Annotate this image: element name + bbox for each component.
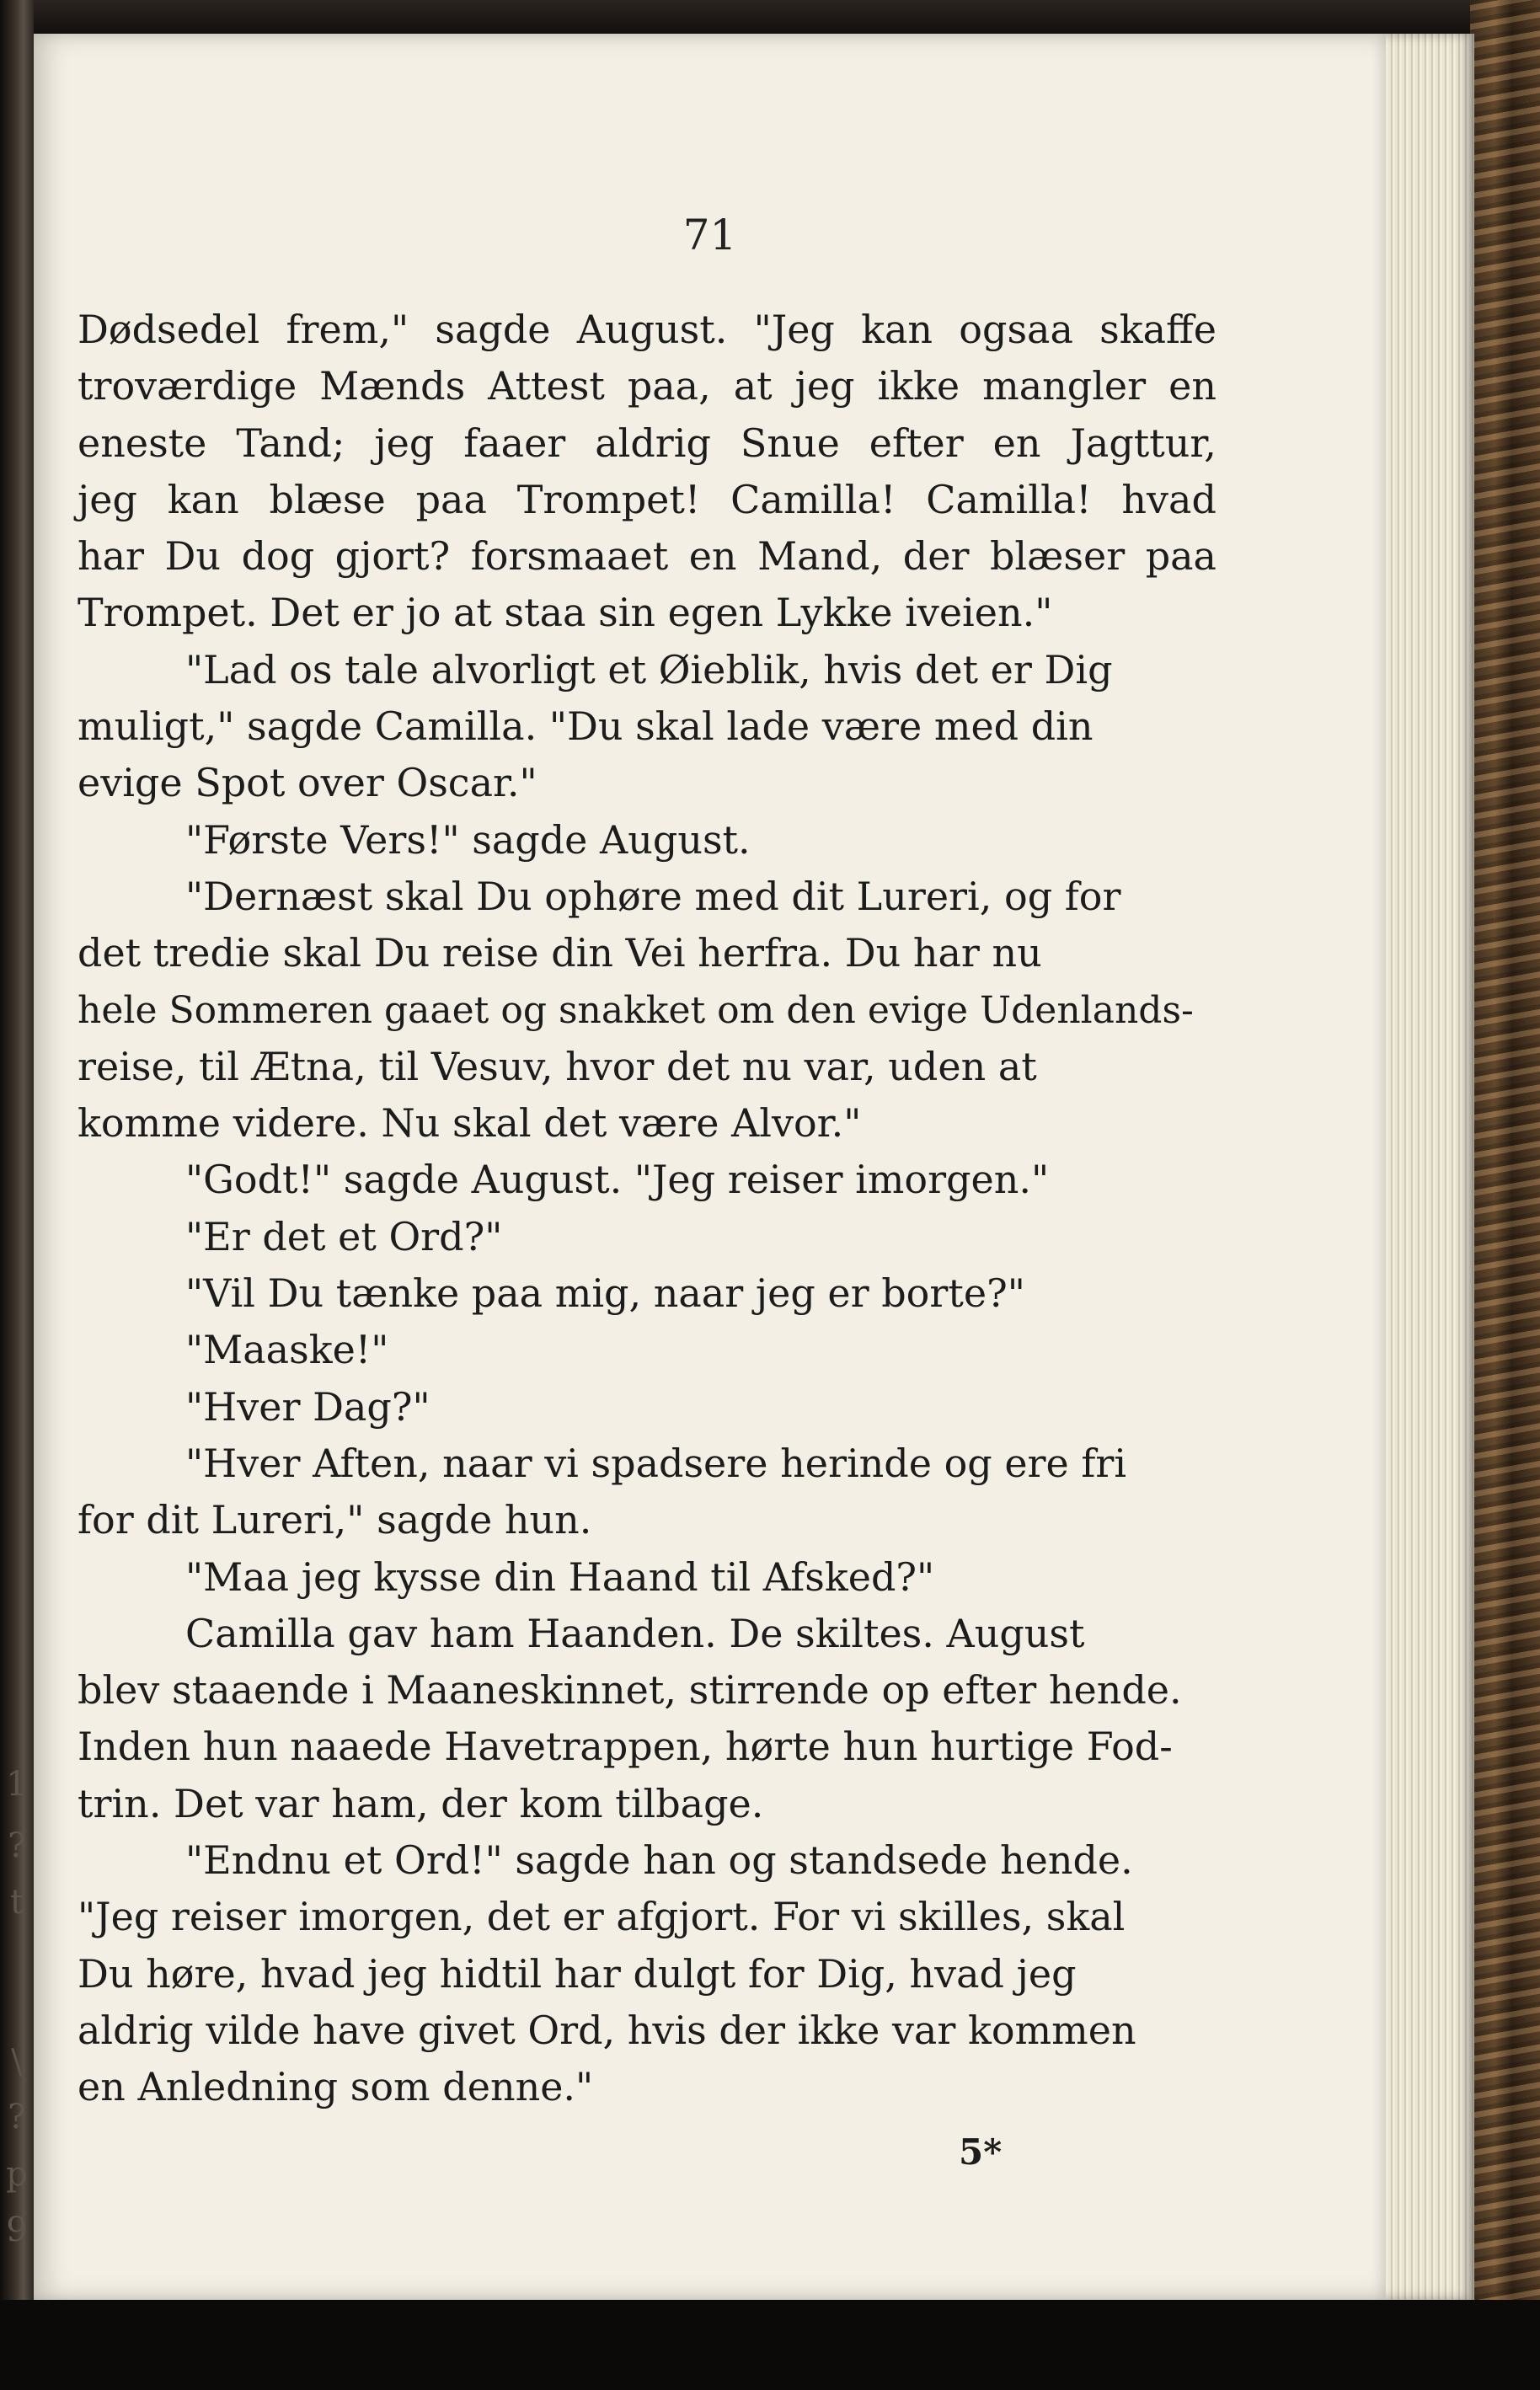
marbled-cover bbox=[1470, 0, 1540, 2390]
text-line: en Anledning som denne." bbox=[78, 2064, 594, 2110]
text-line: komme videre. Nu skal det være Alvor." bbox=[78, 1100, 862, 1147]
word: der bbox=[902, 533, 970, 580]
word: jeg bbox=[374, 420, 435, 466]
word: Dødsedel bbox=[78, 307, 260, 352]
word: jeg bbox=[78, 476, 137, 522]
word: jeg bbox=[794, 363, 855, 409]
text-line: Trompet. Det er jo at staa sin egen Lykke iveien." bbox=[78, 590, 1053, 636]
word: Mand, bbox=[757, 533, 883, 580]
word: en bbox=[992, 420, 1041, 466]
word: Attest bbox=[488, 363, 605, 409]
word: Trompet! bbox=[516, 476, 701, 522]
text-line: "Maaske!" bbox=[185, 1327, 389, 1373]
word: kan bbox=[861, 307, 933, 352]
text-line: "Lad os tale alvorligt et Øieblik, hvis det er Dig bbox=[185, 646, 1113, 692]
word: sagde bbox=[435, 307, 551, 352]
text-line: for dit Lureri," sagde hun. bbox=[78, 1497, 592, 1543]
text-line: "Vil Du tænke paa mig, naar jeg er borte?" bbox=[185, 1270, 1025, 1317]
book-page bbox=[34, 34, 1386, 2300]
text-line: evige Spot over Oscar." bbox=[78, 760, 537, 806]
book-spine bbox=[0, 0, 34, 2390]
word: at bbox=[733, 363, 773, 409]
word: mangler bbox=[982, 363, 1147, 409]
word: skaffe bbox=[1099, 307, 1216, 352]
text-line: "Godt!" sagde August. "Jeg reiser imorgen." bbox=[185, 1157, 1050, 1203]
text-line: "Endnu et Ord!" sagde han og standsede hende. bbox=[185, 1837, 1133, 1884]
text-line: "Maa jeg kysse din Haand til Afsked?" bbox=[185, 1553, 935, 1600]
page-number: 71 bbox=[682, 211, 737, 259]
text-line: hele Sommeren gaaet og snakket om den evige Udenlands- bbox=[78, 988, 1194, 1032]
word: har bbox=[78, 533, 145, 580]
text-line: "Jeg reiser imorgen, det er afgjort. For vi skilles, skal bbox=[78, 1894, 1126, 1940]
bleed-char: 1 bbox=[6, 1765, 28, 1804]
bleed-char: 9 bbox=[6, 2211, 28, 2249]
text-line: blev staaende i Maaneskinnet, stirrende op efter hende. bbox=[78, 1667, 1182, 1714]
text-line: Camilla gav ham Haanden. De skiltes. August bbox=[185, 1610, 1085, 1656]
word: gjort? bbox=[334, 533, 451, 580]
text-line bbox=[78, 472, 1216, 528]
word: kan bbox=[167, 476, 239, 522]
word: "Jeg bbox=[753, 307, 835, 352]
word: en bbox=[688, 533, 737, 580]
text-line bbox=[78, 358, 1216, 414]
top-edge bbox=[0, 0, 1540, 34]
bleed-char: p bbox=[6, 2155, 28, 2194]
word: Tand; bbox=[236, 420, 345, 466]
word: ikke bbox=[877, 363, 960, 409]
word: en bbox=[1168, 363, 1216, 409]
word: Mænds bbox=[319, 363, 466, 409]
bleed-char: \ bbox=[11, 2043, 23, 2082]
page-edges bbox=[1382, 34, 1474, 2300]
text-line: "Hver Aften, naar vi spadsere herinde og ere fri bbox=[185, 1440, 1127, 1486]
word: Snue bbox=[740, 420, 840, 466]
text-line: aldrig vilde have givet Ord, hvis der ikke var kommen bbox=[78, 2007, 1136, 2053]
word: dog bbox=[241, 533, 315, 580]
text-line: Du høre, hvad jeg hidtil har dulgt for Dig, hvad jeg bbox=[78, 1950, 1077, 1997]
text-line: "Hver Dag?" bbox=[185, 1383, 430, 1430]
bottom-edge bbox=[0, 2300, 1540, 2390]
word: faaer bbox=[463, 420, 566, 466]
word: August. bbox=[576, 307, 728, 352]
word: hvad bbox=[1121, 476, 1216, 522]
text-line: "Er det et Ord?" bbox=[185, 1213, 503, 1259]
word: paa bbox=[1145, 533, 1216, 580]
word: eneste bbox=[78, 420, 207, 466]
word: blæser bbox=[989, 533, 1126, 580]
text-line: "Dernæst skal Du ophøre med dit Lureri, og for bbox=[185, 873, 1121, 919]
word: efter bbox=[869, 420, 964, 466]
text-line: Inden hun naaede Havetrappen, hørte hun hurtige Fod- bbox=[78, 1724, 1173, 1770]
text-line: "Første Vers!" sagde August. bbox=[185, 816, 751, 863]
text-line: reise, til Ætna, til Vesuv, hvor det nu var, uden at bbox=[78, 1043, 1037, 1089]
bleed-char: ? bbox=[8, 2098, 26, 2136]
text-line: trin. Det var ham, der kom tilbage. bbox=[78, 1780, 764, 1826]
text-line bbox=[78, 415, 1216, 472]
text-line bbox=[78, 528, 1216, 585]
word: Jagttur, bbox=[1070, 420, 1216, 466]
word: troværdige bbox=[78, 363, 297, 409]
word: aldrig bbox=[595, 420, 711, 466]
word: frem," bbox=[286, 307, 409, 352]
word: blæse bbox=[269, 476, 386, 522]
bleed-char: ? bbox=[8, 1826, 26, 1865]
word: Camilla! bbox=[730, 476, 896, 522]
word: paa bbox=[415, 476, 487, 522]
word: Du bbox=[164, 533, 222, 580]
text-line bbox=[78, 302, 1216, 358]
signature-mark: 5* bbox=[959, 2131, 1003, 2173]
body-text bbox=[78, 302, 1216, 2116]
word: Camilla! bbox=[926, 476, 1092, 522]
text-line: det tredie skal Du reise din Vei herfra. Du har nu bbox=[78, 930, 1042, 976]
word: paa, bbox=[627, 363, 711, 409]
bleed-char: t bbox=[9, 1883, 24, 1922]
word: forsmaaet bbox=[470, 533, 669, 580]
word: ogsaa bbox=[959, 307, 1073, 352]
text-line: muligt," sagde Camilla. "Du skal lade være med din bbox=[78, 703, 1094, 750]
